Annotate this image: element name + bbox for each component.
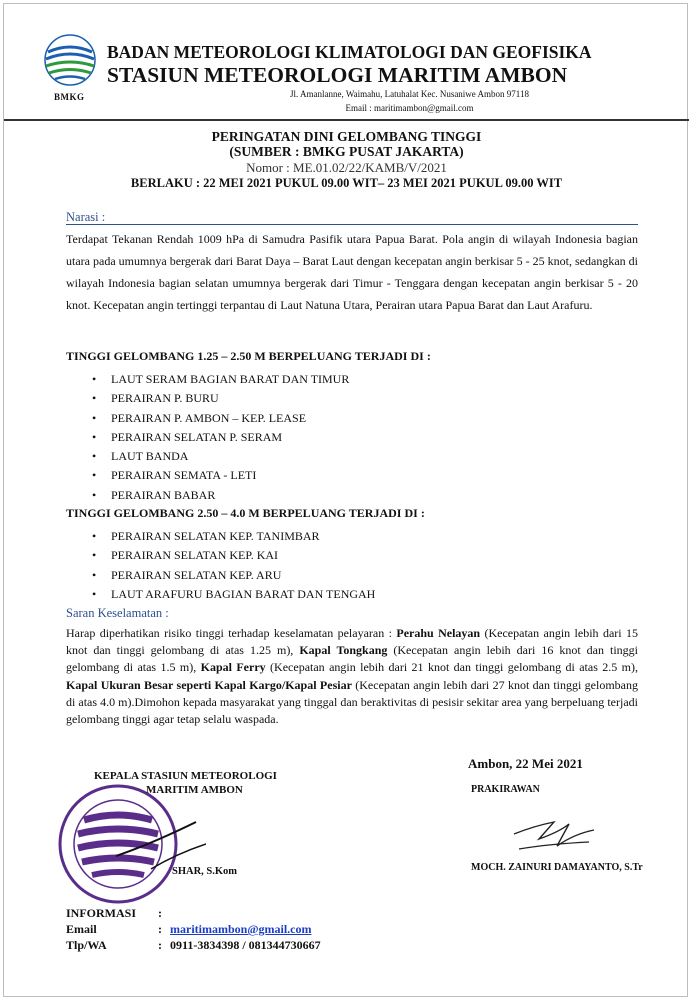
vessel-kapal-ferry: Kapal Ferry (200, 660, 266, 675)
list-item: • PERAIRAN SELATAN P. SERAM (92, 428, 349, 447)
bullet-icon: • (92, 372, 97, 386)
station-email: Email : maritimambon@gmail.com (345, 103, 474, 113)
logo-caption: BMKG (54, 92, 85, 102)
header-divider (4, 119, 689, 121)
bullet-icon: • (92, 391, 97, 406)
vessel-kapal-besar: Kapal Ukuran Besar seperti Kapal Kargo/Kapal Pesiar (66, 677, 352, 692)
phone-number: 0911-3834398 / 081344730667 (170, 938, 321, 952)
bullet-icon: • (92, 468, 97, 483)
email-link[interactable]: maritimambon@gmail.com (170, 922, 312, 936)
vessel-kapal-tongkang: Kapal Tongkang (299, 643, 388, 658)
signatory-left-title: KEPALA STASIUN METEOROLOGI MARITIM AMBON (94, 770, 277, 796)
list-item: • LAUT BANDA (92, 447, 349, 466)
validity-period: BERLAKU : 22 MEI 2021 PUKUL 09.00 WIT– 23 MEI 2021 PUKUL 09.00 WIT (130, 176, 563, 190)
bullet-icon: • (92, 449, 97, 464)
wave-group-2-list (92, 527, 375, 604)
info-phone-row: Tlp/WA : 0911-3834398 / 081344730667 (66, 938, 321, 952)
list-item: • PERAIRAN SELATAN KEP. TANIMBAR (92, 527, 375, 546)
signatory-left-name: SHAR, S.Kom (172, 866, 238, 877)
bullet-icon: • (92, 586, 97, 601)
station-address: Jl. Amanlanne, Waimahu, Latuhalat Kec. Nusaniwe Ambon 97118 (290, 89, 529, 99)
wave-group-1-heading: TINGGI GELOMBANG 1.25 – 2.50 M BERPELUANG TERJADI DI : (66, 349, 431, 363)
list-item: • PERAIRAN SELATAN KEP. ARU (92, 566, 375, 585)
list-item: • LAUT ARAFURU BAGIAN BARAT DAN TENGAH (92, 585, 375, 604)
bullet-icon: • (92, 429, 97, 444)
bullet-icon: • (92, 548, 97, 563)
signatory-right-role: PRAKIRAWAN (471, 784, 540, 795)
list-item: • PERAIRAN SELATAN KEP. KAI (92, 546, 375, 565)
info-email-row: Email : maritimambon@gmail.com (66, 922, 312, 936)
wave-group-2-heading: TINGGI GELOMBANG 2.50 – 4.0 M BERPELUANG TERJADI DI : (66, 506, 425, 520)
handwritten-signature-icon (509, 804, 599, 859)
list-item: • PERAIRAN P. BURU (92, 389, 349, 408)
wave-group-1-list (92, 370, 349, 505)
list-item: • LAUT SERAM BAGIAN BARAT DAN TIMUR (92, 370, 349, 389)
document-title: PERINGATAN DINI GELOMBANG TINGGI (211, 129, 482, 144)
document-page (3, 3, 688, 997)
saran-text: Harap diperhatikan risiko tinggi terhadap keselamatan pelayaran : Perahu Nelayan (Kecepatan angin lebih dari 15 knot dan tinggi gelombang di atas 1.25 m), Kapal Tongkang (Kecepatan angin lebih dari 16 knot dan tinggi gelombang di atas 1.5 m), Kapal Ferry (Kecepatan angin lebih dari 21 knot dan tinggi gelombang di atas 2.5 m), Kapal Ukuran Besar seperti Kapal Kargo/Kapal Pesiar (Kecepatan angin lebih dari 27 knot dan tinggi gelombang di atas 4.0 m).Dimohon kepada masyarakat yang tinggal dan beraktivitas di pesisir sekitar area yang berpeluang terjadi gelombang tinggi agar tetap selalu waspada. (66, 626, 639, 727)
list-item: • PERAIRAN SEMATA - LETI (92, 466, 349, 485)
bullet-icon: • (92, 487, 97, 502)
saran-label: Saran Keselamatan : (66, 606, 169, 620)
station-name: STASIUN METEOROLOGI MARITIM AMBON (107, 63, 568, 87)
agency-name: BADAN METEOROLOGI KLIMATOLOGI DAN GEOFISIKA (107, 42, 592, 62)
narasi-text: Terdapat Tekanan Rendah 1009 hPa di Samudra Pasifik utara Papua Barat. Pola angin di wilayah Indonesia bagian utara pada umumnya bergerak dari Barat Daya – Barat Laut dengan kecepatan angin berkisar 5 - 25 knot, sedangkan di wilayah Indonesia bagian selatan umumnya bergerak dari Timur - Tenggara dengan kecepatan angin berkisar 5 - 20 knot. Kecepatan angin tertinggi terpantau di Laut Natuna Utara, Perairan utara Papua Barat dan Laut Arafuru. (66, 232, 638, 312)
document-source: (SUMBER : BMKG PUSAT JAKARTA) (229, 144, 464, 159)
bullet-icon: • (92, 529, 97, 543)
bullet-icon: • (92, 410, 97, 425)
letterhead (4, 4, 689, 120)
document-number: Nomor : ME.01.02/22/KAMB/V/2021 (246, 160, 447, 175)
signing-date: Ambon, 22 Mei 2021 (468, 756, 583, 771)
narasi-label: Narasi : (66, 210, 106, 224)
list-item: • PERAIRAN BABAR (92, 486, 349, 505)
info-heading: INFORMASI : (66, 906, 162, 920)
vessel-perahu-nelayan: Perahu Nelayan (396, 626, 481, 640)
signatory-right-name: MOCH. ZAINURI DAMAYANTO, S.Tr (471, 862, 643, 873)
narasi-divider (66, 224, 638, 225)
list-item: • PERAIRAN P. AMBON – KEP. LEASE (92, 409, 349, 428)
bullet-icon: • (92, 567, 97, 582)
